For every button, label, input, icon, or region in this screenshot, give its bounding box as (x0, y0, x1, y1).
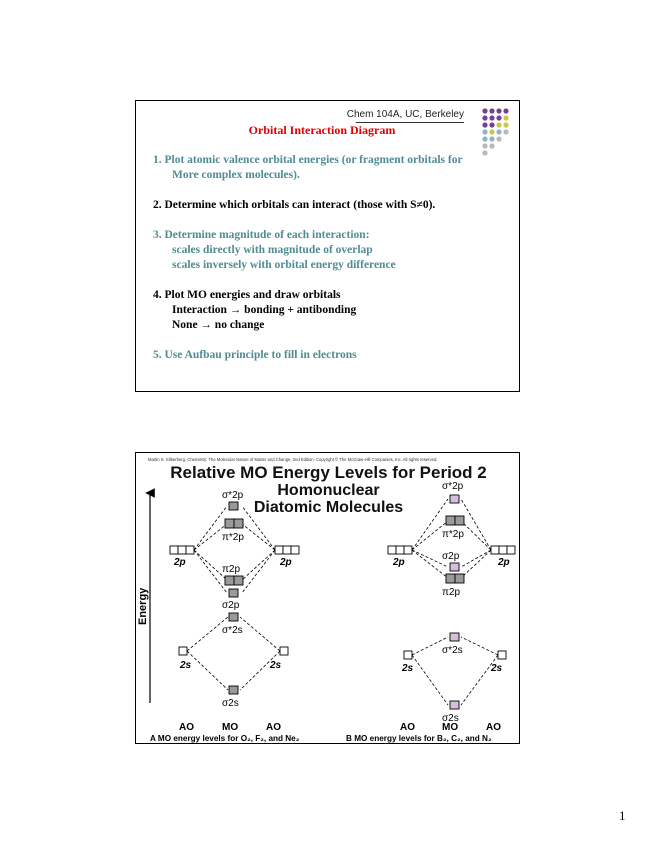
label-b-sigma-2s: σ2s (442, 713, 459, 724)
ao-2s-right-b (498, 651, 506, 659)
step-5: 5. Use Aufbau principle to fill in electrons (153, 349, 357, 361)
label-b-pi-2p: π2p (442, 587, 461, 598)
caption-panel-b: B MO energy levels for B₂, C₂, and N₂ (346, 734, 492, 743)
label-b-sigma-star-2p: σ*2p (442, 481, 464, 492)
ao-2s-left-b (404, 651, 412, 659)
ao-2s-left (179, 647, 187, 655)
label-a-2s-left: 2s (180, 660, 192, 671)
label-b-2p-left: 2p (393, 557, 405, 568)
caption-panel-a: A MO energy levels for O₂, F₂, and Ne₂ (150, 734, 300, 743)
label-a-ao-right: AO (266, 722, 281, 733)
mo-a-pi-2p (225, 576, 234, 585)
step-3-line-3: scales inversely with orbital energy difference (172, 259, 396, 271)
ao-2p-left-b (388, 546, 396, 554)
mo-b-pi-star-2p (446, 516, 455, 525)
step-1-line-2: More complex molecules). (172, 169, 300, 181)
mo-a-sigma-2s (229, 686, 238, 694)
mo-a-sigma-2p (229, 589, 238, 597)
mo-b-sigma-star-2p (450, 495, 459, 503)
label-b-ao-right: AO (486, 722, 501, 733)
label-a-ao-left: AO (179, 722, 194, 733)
ao-2p-left (170, 546, 178, 554)
slide-orbital-interaction (135, 100, 520, 392)
label-a-sigma-star-2p: σ*2p (222, 490, 244, 501)
copyright-credit: Martin S. Silberberg, Chemistry: The Molecular Nature of Matter and Change, 2nd Edition. Copyright © The McGraw-Hill Companies, Inc. All rights reserved. (148, 457, 438, 462)
diagram-title-line-2: Homonuclear (277, 482, 380, 499)
energy-axis-label: Energy (137, 587, 149, 625)
label-b-sigma-2p: σ2p (442, 551, 460, 562)
step-4-line-2: Interaction → bonding + antibonding (172, 304, 357, 316)
label-a-2s-right: 2s (270, 660, 282, 671)
mo-a-sigma-star-2s (229, 613, 238, 621)
slide-mo-energy-levels (135, 452, 520, 744)
step-2: 2. Determine which orbitals can interact (those with S≠0). (153, 199, 436, 211)
mo-energy-diagram (136, 453, 521, 745)
label-a-sigma-2s: σ2s (222, 698, 239, 709)
step-1-line-1: 1. Plot atomic valence orbital energies (or fragment orbitals for (153, 154, 463, 166)
mo-b-pi-2p (446, 574, 455, 583)
label-a-pi-2p: π2p (222, 564, 241, 575)
label-a-mo: MO (222, 722, 239, 733)
panel-b-orbitals (388, 495, 515, 709)
label-b-2s-right: 2s (491, 663, 503, 674)
step-3-line-1: 3. Determine magnitude of each interaction: (153, 229, 370, 241)
course-label: Chem 104A, UC, Berkeley (346, 109, 464, 120)
step-4-line-3: None → no change (172, 319, 265, 331)
ao-2s-right (280, 647, 288, 655)
slide-body (153, 153, 513, 363)
label-a-sigma-2p: σ2p (222, 600, 240, 611)
ao-2p-right (275, 546, 283, 554)
mo-b-sigma-2p (450, 563, 459, 571)
page-number: 1 (619, 808, 626, 823)
label-a-pi-star-2p: π*2p (222, 532, 244, 543)
label-a-2p-left: 2p (174, 557, 186, 568)
label-b-sigma-star-2s: σ*2s (442, 645, 463, 656)
label-b-pi-star-2p: π*2p (442, 529, 464, 540)
label-b-mo: MO (442, 722, 459, 733)
diagram-title-line-3: Diatomic Molecules (253, 499, 404, 516)
label-b-2s-left: 2s (402, 663, 414, 674)
step-4-line-1: 4. Plot MO energies and draw orbitals (153, 289, 341, 301)
label-b-2p-right: 2p (498, 557, 510, 568)
ao-2p-right-b (491, 546, 499, 554)
step-3-line-2: scales directly with magnitude of overlap (172, 244, 373, 256)
slide-title: Orbital Interaction Diagram (248, 123, 396, 137)
label-a-2p-right: 2p (280, 557, 292, 568)
diagram-title-line-1: Relative MO Energy Levels for Period 2 (170, 463, 487, 482)
mo-b-sigma-2s (450, 701, 459, 709)
mo-a-pi-star-2p (225, 519, 234, 528)
label-a-sigma-star-2s: σ*2s (222, 625, 243, 636)
mo-b-sigma-star-2s (450, 633, 459, 641)
mo-a-sigma-star-2p (229, 502, 238, 510)
label-b-ao-left: AO (400, 722, 415, 733)
